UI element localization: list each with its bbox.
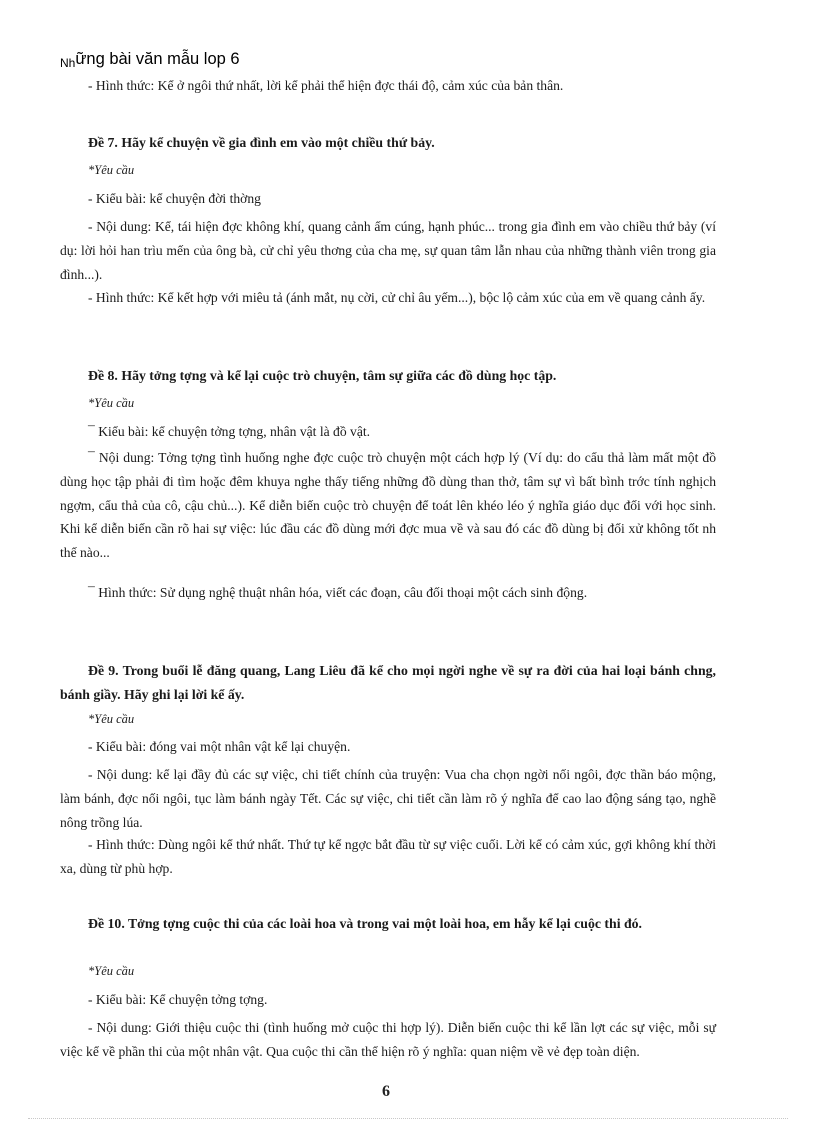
de10-kieu-bai: - Kiểu bài: Kể chuyện tởng tợng. bbox=[88, 992, 268, 1007]
de7-title: Đề 7. Hãy kể chuyện về gia đình em vào một chiều thứ bảy. bbox=[88, 135, 435, 150]
header-title: ững bài văn mẫu lop 6 bbox=[75, 50, 240, 68]
de8-kieu-bai: ¯ Kiểu bài: kể chuyện tởng tợng, nhân vật là đồ vật. bbox=[88, 424, 371, 439]
de8-hinh-thuc: ¯ Hình thức: Sử dụng nghệ thuật nhân hóa, viết các đoạn, câu đối thoại một cách sinh động. bbox=[88, 585, 588, 600]
footer-divider bbox=[28, 1118, 788, 1119]
header-prefix: Nh bbox=[60, 56, 76, 70]
document-header bbox=[60, 50, 240, 69]
de7-noi-dung: - Nội dung: Kể, tái hiện đợc không khí, quang cảnh ấm cúng, hạnh phúc... trong gia đình em vào chiều thứ bảy (ví dụ: lời hỏi han trìu mến của ông bà, cử chỉ yêu thơng của cha mẹ, sự quan tâm lẫn nhau của những thành viên trong gia đình...). bbox=[60, 219, 716, 282]
de7-hinh-thuc: - Hình thức: Kể kết hợp với miêu tả (ánh mắt, nụ cời, cử chỉ âu yếm...), bộc lộ cảm xúc của em về quang cảnh ấy. bbox=[88, 290, 706, 305]
intro-line: - Hình thức: Kể ở ngôi thứ nhất, lời kể phải thể hiện đợc thái độ, cảm xúc của bản thân. bbox=[88, 78, 564, 93]
de9-noi-dung: - Nội dung: kể lại đầy đủ các sự việc, chi tiết chính của truyện: Vua cha chọn ngời nối ngôi, đợc thần báo mộng, làm bánh, đợc nối ngôi, tục làm bánh ngày Tết. Các sự việc, chi tiết cần làm rõ ý nghĩa để cao lao động sáng tạo, nghề nông trồng lúa. bbox=[60, 767, 716, 830]
de9-kieu-bai: - Kiểu bài: đóng vai một nhân vật kể lại chuyện. bbox=[88, 739, 351, 754]
de7-kieu-bai: - Kiểu bài: kể chuyện đời thờng bbox=[88, 191, 261, 206]
de8-noi-dung: ¯ Nội dung: Tởng tợng tình huống nghe đợc cuộc trò chuyện một cách hợp lý (Ví dụ: do cẩu thả làm mất một đồ dùng học tập phải đi tìm hoặc đêm khuya nghe thấy tiếng những đồ dùng than thở, tâm sự vì bất bình trớc tính nghịch ngợm, cẩu thả của cô, cậu chủ...). Kể diễn biến cuộc trò chuyện để toát lên khéo léo ý nghĩa giáo dục đối với học sinh. Khi kể diễn biến cần rõ hai sự việc: lúc đầu các đồ dùng mới đợc mua về và sau đó các đồ dùng bị đối xử không tốt nh thế nào... bbox=[60, 450, 716, 561]
de7-requirement-label: *Yêu cầu bbox=[88, 163, 135, 177]
de8-requirement-label: *Yêu cầu bbox=[88, 396, 135, 410]
de10-noi-dung: - Nội dung: Giới thiệu cuộc thi (tình huống mở cuộc thi hợp lý). Diễn biến cuộc thi kể lần lợt các sự việc, mỗi sự việc kể về phần thi của một nhân vật. Qua cuộc thi cần thể hiện rõ ý nghĩa: quan niệm về vẻ đẹp toàn diện. bbox=[60, 1020, 716, 1059]
page-number: 6 bbox=[382, 1083, 390, 1100]
de10-title: Đề 10. Tởng tợng cuộc thi của các loài hoa và trong vai một loài hoa, em hẫy kể lại cuộc thi đó. bbox=[88, 916, 643, 931]
de9-requirement-label: *Yêu cầu bbox=[88, 712, 135, 726]
de9-hinh-thuc: - Hình thức: Dùng ngôi kể thứ nhất. Thứ tự kể ngợc bắt đầu từ sự việc cuối. Lời kể có cảm xúc, gợi không khí thời xa, dùng từ phù hợp. bbox=[60, 837, 716, 876]
de9-title: Đề 9. Trong buổi lễ đăng quang, Lang Liêu đã kể cho mọi ngời nghe về sự ra đời của hai loại bánh chng, bánh giầy. Hãy ghi lại lời kể ấy. bbox=[60, 663, 716, 702]
de10-requirement-label: *Yêu cầu bbox=[88, 964, 135, 978]
de8-title: Đề 8. Hãy tởng tợng và kể lại cuộc trò chuyện, tâm sự giữa các đồ dùng học tập. bbox=[88, 368, 557, 383]
